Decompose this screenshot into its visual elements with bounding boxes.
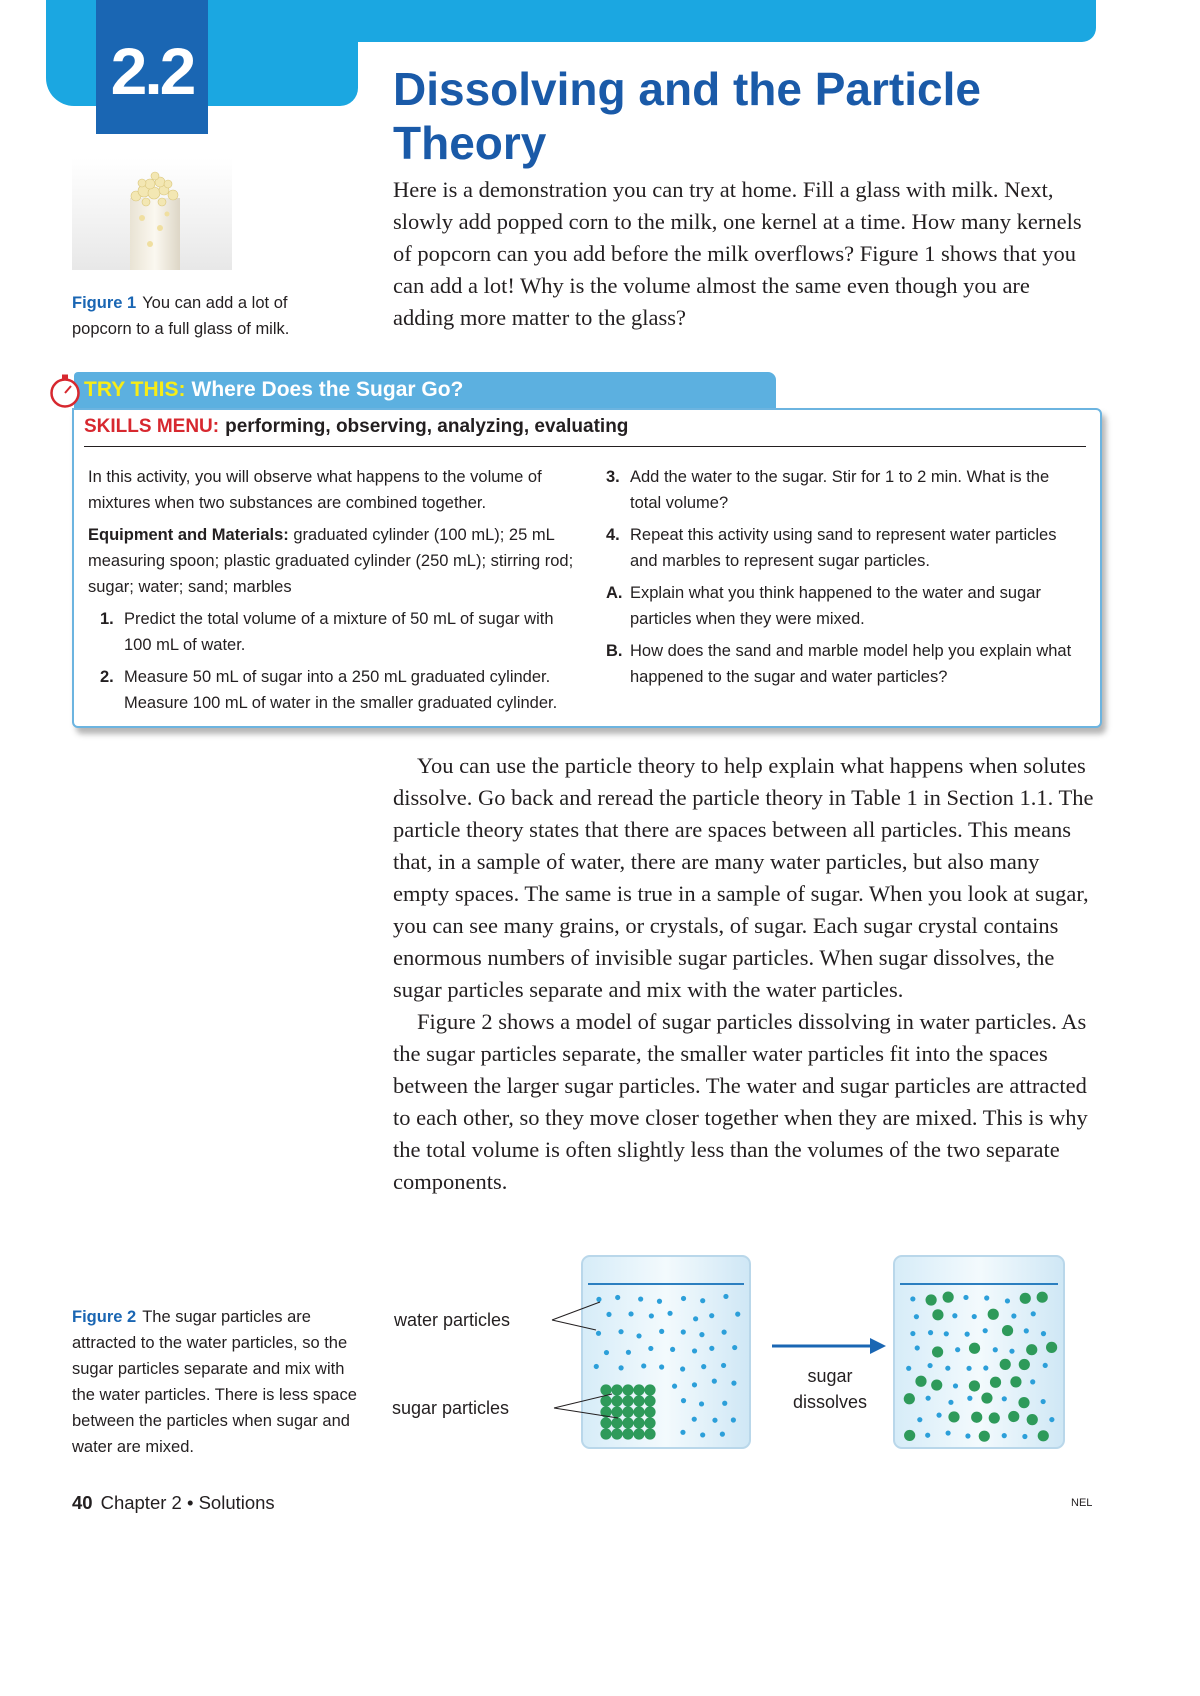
water-particles-label: water particles (394, 1310, 511, 1330)
sugar-particle (1038, 1430, 1049, 1441)
sugar-particle (943, 1292, 954, 1303)
equipment-text: graduated cylinder (100 mL); 25 mL measuring spoon; plastic graduated cylinder (250 mL); stirring rod; sugar; water; sand; marbles (88, 526, 574, 596)
stopwatch-icon (48, 373, 82, 409)
water-particle (692, 1382, 697, 1387)
sugar-particle (1037, 1292, 1048, 1303)
water-particle (626, 1350, 631, 1355)
water-particle (1049, 1417, 1054, 1422)
sugar-particle (644, 1417, 655, 1428)
water-particle (984, 1295, 989, 1300)
sugar-particle (633, 1384, 644, 1395)
try-this-right-column (606, 464, 1076, 696)
sugar-particle (989, 1412, 1000, 1423)
water-particle (700, 1298, 705, 1303)
water-particle (699, 1401, 704, 1406)
sugar-particle (969, 1343, 980, 1354)
sugar-particle (926, 1294, 937, 1305)
sugar-particle (932, 1346, 943, 1357)
water-particle (1011, 1313, 1016, 1318)
sugar-particle (988, 1309, 999, 1320)
water-particle (925, 1433, 930, 1438)
sugar-particle (1020, 1293, 1031, 1304)
sugar-particle (990, 1377, 1001, 1388)
sugar-particle (1046, 1342, 1057, 1353)
step-item (606, 464, 1076, 516)
water-particle (1043, 1363, 1048, 1368)
sugar-particle (915, 1376, 926, 1387)
sugar-particle (1018, 1397, 1029, 1408)
water-particle (604, 1350, 609, 1355)
sugar-particle (904, 1430, 915, 1441)
water-particle (1024, 1328, 1029, 1333)
sugar-particle (931, 1379, 942, 1390)
chapter-label: Chapter 2 • Solutions (100, 1492, 275, 1513)
figure1-caption (72, 290, 322, 342)
water-particle (659, 1329, 664, 1334)
water-particle (649, 1313, 654, 1318)
sugar-particle (644, 1384, 655, 1395)
water-particle (945, 1366, 950, 1371)
water-particle (1030, 1379, 1035, 1384)
water-particle (722, 1401, 727, 1406)
water-particle (917, 1417, 922, 1422)
figure2-label: Figure 2 (72, 1308, 137, 1326)
water-particle (681, 1329, 686, 1334)
water-particle (944, 1331, 949, 1336)
sugar-particle (622, 1395, 633, 1406)
page-number: 40 (72, 1492, 93, 1513)
water-particle (648, 1346, 653, 1351)
sugar-particle (611, 1384, 622, 1395)
step-item (606, 522, 1076, 574)
water-particle (712, 1418, 717, 1423)
water-particle (966, 1366, 971, 1371)
water-particle (731, 1381, 736, 1386)
skills-menu (84, 416, 1086, 447)
body-paragraph: You can use the particle theory to help explain what happens when solutes dissolve. Go back and reread the particle theory in Table 1 in Section 1.1. The particle theory states that there are spaces between all particles. This means that, in a sample of water, there are many water particles, but also many empty spaces. The same is true in a sample of sugar. When you look at sugar, you can see many grains, or crystals, of sugar. Each sugar crystal contains enormous numbers of invisible sugar particles. When sugar dissolves, the sugar particles separate and mix with the water particles. (393, 753, 1094, 1002)
water-particle (731, 1417, 736, 1422)
sugar-particle (979, 1431, 990, 1442)
water-particle (1002, 1433, 1007, 1438)
water-particle (910, 1296, 915, 1301)
sugar-particle (611, 1428, 622, 1439)
water-particle (963, 1295, 968, 1300)
water-particle (618, 1365, 623, 1370)
water-particle (615, 1295, 620, 1300)
water-particle (965, 1332, 970, 1337)
beaker-before (582, 1256, 750, 1448)
water-particle (680, 1366, 685, 1371)
figure1-label: Figure 1 (72, 294, 137, 312)
sugar-particle (622, 1417, 633, 1428)
try-this-left-column (88, 464, 578, 722)
water-particle (670, 1347, 675, 1352)
water-particle (1022, 1434, 1027, 1439)
water-particle (720, 1432, 725, 1437)
water-particle (983, 1365, 988, 1370)
water-particle (709, 1346, 714, 1351)
beaker-after (894, 1256, 1064, 1448)
dissolve-arrow (772, 1338, 886, 1354)
water-particle (722, 1330, 727, 1335)
water-particle (636, 1333, 641, 1338)
sugar-particle (981, 1392, 992, 1403)
water-particle (926, 1396, 931, 1401)
water-particle (1031, 1311, 1036, 1316)
step-number: 3. (606, 468, 620, 486)
water-particle (596, 1331, 601, 1336)
sugar-particle (1010, 1376, 1021, 1387)
water-particle (1009, 1349, 1014, 1354)
water-particle (955, 1347, 960, 1352)
sugar-particle (1027, 1414, 1038, 1425)
sugar-particle (622, 1406, 633, 1417)
try-this-title: Where Does the Sugar Go? (191, 378, 464, 401)
water-particle (910, 1331, 915, 1336)
step-text: Measure 50 mL of sugar into a 250 mL graduated cylinder. Measure 100 mL of water in the smaller graduated cylinder. (124, 668, 558, 712)
water-particle (628, 1311, 633, 1316)
sugar-particle (600, 1428, 611, 1439)
water-particle (965, 1433, 970, 1438)
sugar-particle (1000, 1359, 1011, 1370)
water-particle (927, 1363, 932, 1368)
water-particle (906, 1366, 911, 1371)
water-particle (723, 1294, 728, 1299)
step-text: Add the water to the sugar. Stir for 1 to 2 min. What is the total volume? (630, 468, 1050, 512)
sugar-particle (633, 1406, 644, 1417)
water-particle (732, 1345, 737, 1350)
publisher-mark: NEL (1071, 1497, 1093, 1509)
sugar-particle (1026, 1344, 1037, 1355)
step-text: Repeat this activity using sand to represent water particles and marbles to represent sugar particles. (630, 526, 1057, 570)
water-particle (596, 1297, 601, 1302)
arrow-label-line2: dissolves (792, 1392, 868, 1412)
sugar-particle (904, 1393, 915, 1404)
water-particle (712, 1379, 717, 1384)
sugar-particle (969, 1380, 980, 1391)
intro-paragraph: Here is a demonstration you can try at home. Fill a glass with milk. Next, slowly add popped corn to the milk, one kernel at a time. How many kernels of popcorn can you add before the milk overflows? Figure 1 shows that you can add a lot! Why is the volume almost the same even though you are adding more matter to the glass? (393, 177, 1082, 330)
sugar-particle (644, 1395, 655, 1406)
question-letter: A. (606, 584, 623, 602)
water-particle (638, 1296, 643, 1301)
step-number: 2. (100, 668, 114, 686)
sugar-particle (1002, 1325, 1013, 1336)
page-footer (72, 1492, 275, 1514)
question-text: Explain what you think happened to the water and sugar particles when they were mixed. (630, 584, 1041, 628)
sugar-particle (600, 1417, 611, 1428)
sugar-particle (600, 1395, 611, 1406)
sugar-particle (633, 1395, 644, 1406)
equipment-label: Equipment and Materials: (88, 526, 289, 544)
skills-menu-list: performing, observing, analyzing, evaluating (225, 416, 629, 437)
water-particle (709, 1313, 714, 1318)
popcorn-milk-photo (72, 158, 232, 270)
sugar-particle (932, 1309, 943, 1320)
question-item (606, 638, 1076, 690)
water-particle (693, 1316, 698, 1321)
try-this-heading (84, 378, 463, 402)
sugar-particle (633, 1428, 644, 1439)
sugar-particle (948, 1411, 959, 1422)
try-this-label: TRY THIS: (84, 378, 186, 401)
particle-dissolving-diagram (392, 1252, 1100, 1452)
arrow-label-line1: sugar (807, 1366, 853, 1386)
step-number: 1. (100, 610, 114, 628)
water-particle (936, 1413, 941, 1418)
water-particle (659, 1364, 664, 1369)
question-text: How does the sand and marble model help you explain what happened to the sugar and water particles? (630, 642, 1072, 686)
water-particle (692, 1417, 697, 1422)
water-particle (735, 1312, 740, 1317)
water-particle (681, 1398, 686, 1403)
water-particle (1041, 1331, 1046, 1336)
body-paragraph: Figure 2 shows a model of sugar particles dissolving in water particles. As the sugar particles separate, the smaller water particles fit into the spaces between the larger sugar particles. The water and sugar particles are attracted to each other, so they move closer together when they are mixed. This is why the total volume is often slightly less than the volumes of the two separate components. (393, 1009, 1088, 1194)
water-particle (701, 1364, 706, 1369)
sugar-particle (644, 1406, 655, 1417)
question-item (606, 580, 1076, 632)
sugar-particle (633, 1417, 644, 1428)
step-item (100, 664, 578, 716)
water-particle (948, 1400, 953, 1405)
water-particle (1002, 1396, 1007, 1401)
step-item (100, 606, 578, 658)
sugar-particle (600, 1384, 611, 1395)
water-particle (967, 1396, 972, 1401)
sugar-particle (971, 1412, 982, 1423)
water-particle (681, 1296, 686, 1301)
water-particle (618, 1329, 623, 1334)
skills-menu-label: SKILLS MENU: (84, 416, 220, 437)
water-particle (606, 1312, 611, 1317)
water-particle (972, 1314, 977, 1319)
section-number: 2.2 (110, 34, 194, 108)
step-text: Predict the total volume of a mixture of 50 mL of sugar with 100 mL of water. (124, 610, 554, 654)
figure2-caption (72, 1304, 362, 1460)
water-particle (667, 1311, 672, 1316)
water-particle (915, 1345, 920, 1350)
figure2-caption-text: The sugar particles are attracted to the water particles, so the sugar particles separate and mix with the water particles. There is less space between the particles when sugar and water are mixed. (72, 1308, 357, 1456)
sugar-particle (622, 1384, 633, 1395)
sugar-particle (622, 1428, 633, 1439)
sugar-particle (611, 1395, 622, 1406)
question-letter: B. (606, 642, 623, 660)
water-particle (946, 1430, 951, 1435)
water-particle (1005, 1298, 1010, 1303)
water-particle (721, 1363, 726, 1368)
activity-intro: In this activity, you will observe what happens to the volume of mixtures when two substances are combined together. (88, 468, 542, 512)
water-particle (699, 1332, 704, 1337)
step-number: 4. (606, 526, 620, 544)
water-particle (953, 1383, 958, 1388)
water-particle (952, 1313, 957, 1318)
water-particle (993, 1347, 998, 1352)
water-particle (680, 1430, 685, 1435)
sugar-particle (1008, 1411, 1019, 1422)
water-particle (700, 1432, 705, 1437)
equipment-list (88, 522, 578, 600)
water-particle (928, 1330, 933, 1335)
water-particle (692, 1348, 697, 1353)
sugar-particle (644, 1428, 655, 1439)
sugar-particle (1019, 1359, 1030, 1370)
water-particle (1041, 1399, 1046, 1404)
water-particle (983, 1328, 988, 1333)
water-particle (914, 1314, 919, 1319)
body-text (393, 750, 1101, 1198)
sugar-particle (611, 1406, 622, 1417)
figure1-caption-text: You can add a lot of popcorn to a full glass of milk. (72, 294, 290, 338)
water-particle (672, 1384, 677, 1389)
water-particle (641, 1363, 646, 1368)
sugar-particles-label: sugar particles (392, 1398, 510, 1418)
sugar-particle (611, 1417, 622, 1428)
page-title: Dissolving and the Particle Theory (393, 63, 981, 169)
water-particle (594, 1364, 599, 1369)
water-particle (657, 1299, 662, 1304)
